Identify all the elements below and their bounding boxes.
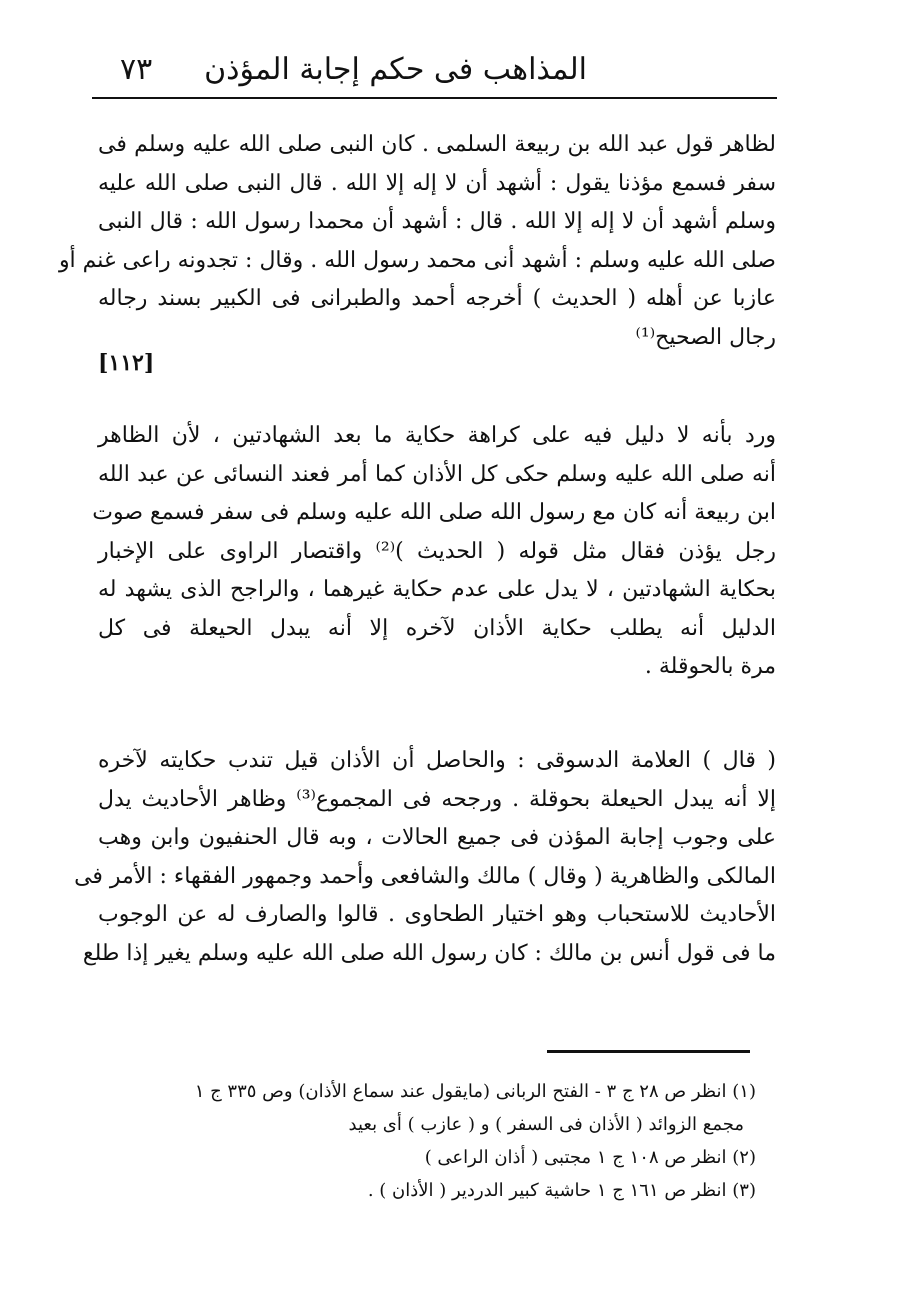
text-line: رجل يؤذن فقال مثل قوله ( الحديث )⁽²⁾ واقتصار الراوى على الإخبار	[98, 538, 776, 564]
footnote-divider	[547, 1050, 750, 1053]
paragraph-2	[92, 417, 776, 687]
reference-number: [١١٢]	[98, 350, 155, 376]
footnote-1: (١) انظر ص ٢٨ ج ٣ - الفتح الربانى (مايقول عند سماع الأذان) وص ٣٣٥ ج ١	[194, 1081, 756, 1102]
text-line: الدليل أنه يطلب حكاية الأذان لآخره إلا أنه يبدل الحيعلة فى كل	[98, 615, 776, 641]
text-line: ما فى قول أنس بن مالك : كان رسول الله صلى الله عليه وسلم يغير إذا طلع	[82, 940, 776, 966]
text-line: ورد بأنه لا دليل فيه على كراهة حكاية ما بعد الشهادتين ، لأن الظاهر	[98, 423, 776, 448]
text-line: الأحاديث للاستحباب وهو اختيار الطحاوى . قالوا والصارف له عن الوجوب	[98, 902, 776, 927]
text-line: مرة بالحوقلة .	[644, 654, 776, 679]
header-divider	[92, 97, 777, 99]
text-line: ابن ربيعة أنه كان مع رسول الله صلى الله عليه وسلم فى سفر فسمع صوت	[92, 500, 776, 525]
text-line: بحكاية الشهادتين ، لا يدل على عدم حكاية غيرهما ، والراجح الذى يشهد له	[98, 577, 776, 602]
text-line: إلا أنه يبدل الحيعلة بحوقلة . ورجحه فى المجموع⁽³⁾ وظاهر الأحاديث يدل	[98, 786, 776, 812]
footnote-1-continued: مجمع الزوائد ( الأذان فى السفر ) و ( عازب ) أى بعيد	[348, 1114, 744, 1135]
text-line: على وجوب إجابة المؤذن فى جميع الحالات ، وبه قال الحنفيون وابن وهب	[98, 825, 776, 850]
footnote-2: (٢) انظر ص ١٠٨ ج ١ مجتبى ( أذان الراعى )	[424, 1147, 756, 1168]
text-line: رجال الصحيح⁽¹⁾	[635, 324, 776, 350]
text-line: صلى الله عليه وسلم : أشهد أنى محمد رسول الله . وقال : تجدونه راعى غنم أو	[58, 247, 776, 273]
text-line: ( قال ) العلامة الدسوقى : والحاصل أن الأذان قيل تندب حكايته لآخره	[98, 748, 776, 773]
text-line: وسلم أشهد أن لا إله إلا الله . قال : أشهد أن محمدا رسول الله : قال النبى	[98, 209, 776, 234]
text-line: أنه صلى الله عليه وسلم حكى كل الأذان كما أمر فعند النسائى عن عبد الله	[98, 461, 776, 487]
text-line: عازبا عن أهله ( الحديث ) أخرجه أحمد والطبرانى فى الكبير بسند رجاله	[98, 286, 776, 311]
text-line: سفر فسمع مؤذنا يقول : أشهد أن لا إله إلا الله . قال النبى صلى الله عليه	[98, 170, 776, 196]
paragraph-3	[74, 742, 776, 973]
running-title: المذاهب فى حكم إجابة المؤذن	[204, 52, 587, 87]
page-number: ٧٣	[120, 52, 153, 87]
running-header	[92, 48, 777, 92]
text-line: المالكى والظاهرية ( وقال ) مالك والشافعى وأحمد وجمهور الفقهاء : الأمر فى	[74, 863, 776, 889]
footnotes	[116, 1075, 756, 1207]
footnote-3: (٣) انظر ص ١٦١ ج ١ حاشية كبير الدردير ( الأذان ) .	[367, 1180, 756, 1201]
text-line: لظاهر قول عبد الله بن ربيعة السلمى . كان النبى صلى الله عليه وسلم فى	[98, 132, 776, 157]
paragraph-1	[58, 126, 776, 357]
